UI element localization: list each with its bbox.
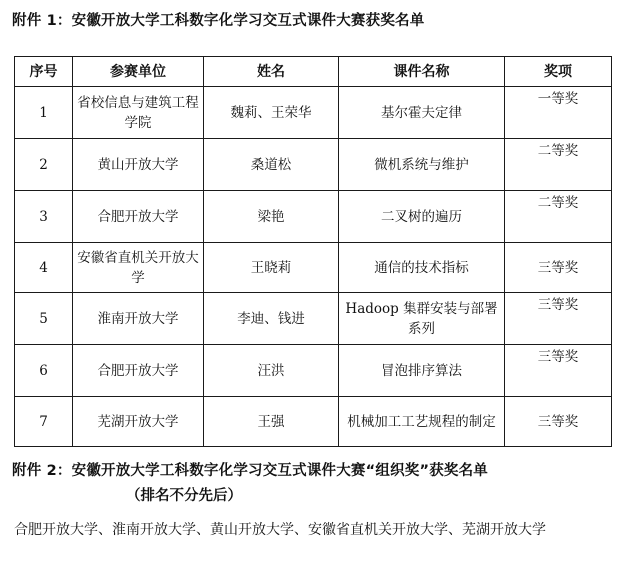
cell-unit: 芜湖开放大学 xyxy=(73,397,204,447)
cell-seq: 5 xyxy=(15,293,73,345)
cell-award: 三等奖 xyxy=(505,397,612,447)
cell-name: 梁艳 xyxy=(204,191,339,243)
cell-seq: 2 xyxy=(15,139,73,191)
cell-unit: 合肥开放大学 xyxy=(73,191,204,243)
cell-unit: 安徽省直机关开放大学 xyxy=(73,243,204,293)
organizer-list: 合肥开放大学、淮南开放大学、黄山开放大学、安徽省直机关开放大学、芜湖开放大学 xyxy=(14,522,546,538)
table-row xyxy=(15,191,612,243)
table-row xyxy=(15,139,612,191)
cell-course: Hadoop 集群安装与部署系列 xyxy=(339,293,505,345)
header-unit: 参赛单位 xyxy=(73,57,204,87)
header-name: 姓名 xyxy=(204,57,339,87)
header-course: 课件名称 xyxy=(339,57,505,87)
cell-unit: 黄山开放大学 xyxy=(73,139,204,191)
cell-award: 一等奖 xyxy=(505,87,612,139)
annex-2-note: （排名不分先后） xyxy=(126,488,242,504)
header-award: 奖项 xyxy=(505,57,612,87)
cell-name: 汪洪 xyxy=(204,345,339,397)
table-row xyxy=(15,243,612,293)
cell-award: 二等奖 xyxy=(505,191,612,243)
table-row xyxy=(15,397,612,447)
annex-1-title: 附件 1：安徽开放大学工科数字化学习交互式课件大赛获奖名单 xyxy=(12,13,425,29)
table-row xyxy=(15,293,612,345)
annex-2-title: 附件 2：安徽开放大学工科数字化学习交互式课件大赛“组织奖”获奖名单 xyxy=(12,463,488,479)
cell-seq: 1 xyxy=(15,87,73,139)
cell-award: 三等奖 xyxy=(505,345,612,397)
cell-award: 三等奖 xyxy=(505,243,612,293)
cell-name: 李迪、钱进 xyxy=(204,293,339,345)
table-row xyxy=(15,345,612,397)
cell-course: 基尔霍夫定律 xyxy=(339,87,505,139)
cell-unit: 合肥开放大学 xyxy=(73,345,204,397)
cell-seq: 4 xyxy=(15,243,73,293)
cell-course: 冒泡排序算法 xyxy=(339,345,505,397)
cell-name: 魏莉、王荣华 xyxy=(204,87,339,139)
award-table xyxy=(14,56,612,447)
cell-course: 机械加工工艺规程的制定 xyxy=(339,397,505,447)
cell-name: 王晓莉 xyxy=(204,243,339,293)
table-row xyxy=(15,87,612,139)
cell-course: 通信的技术指标 xyxy=(339,243,505,293)
cell-seq: 3 xyxy=(15,191,73,243)
cell-unit: 淮南开放大学 xyxy=(73,293,204,345)
header-seq: 序号 xyxy=(15,57,73,87)
cell-seq: 6 xyxy=(15,345,73,397)
cell-award: 二等奖 xyxy=(505,139,612,191)
cell-seq: 7 xyxy=(15,397,73,447)
table-header-row xyxy=(15,57,612,87)
cell-course: 微机系统与维护 xyxy=(339,139,505,191)
cell-award: 三等奖 xyxy=(505,293,612,345)
cell-name: 王强 xyxy=(204,397,339,447)
cell-course: 二叉树的遍历 xyxy=(339,191,505,243)
cell-unit: 省校信息与建筑工程学院 xyxy=(73,87,204,139)
cell-name: 桑道松 xyxy=(204,139,339,191)
